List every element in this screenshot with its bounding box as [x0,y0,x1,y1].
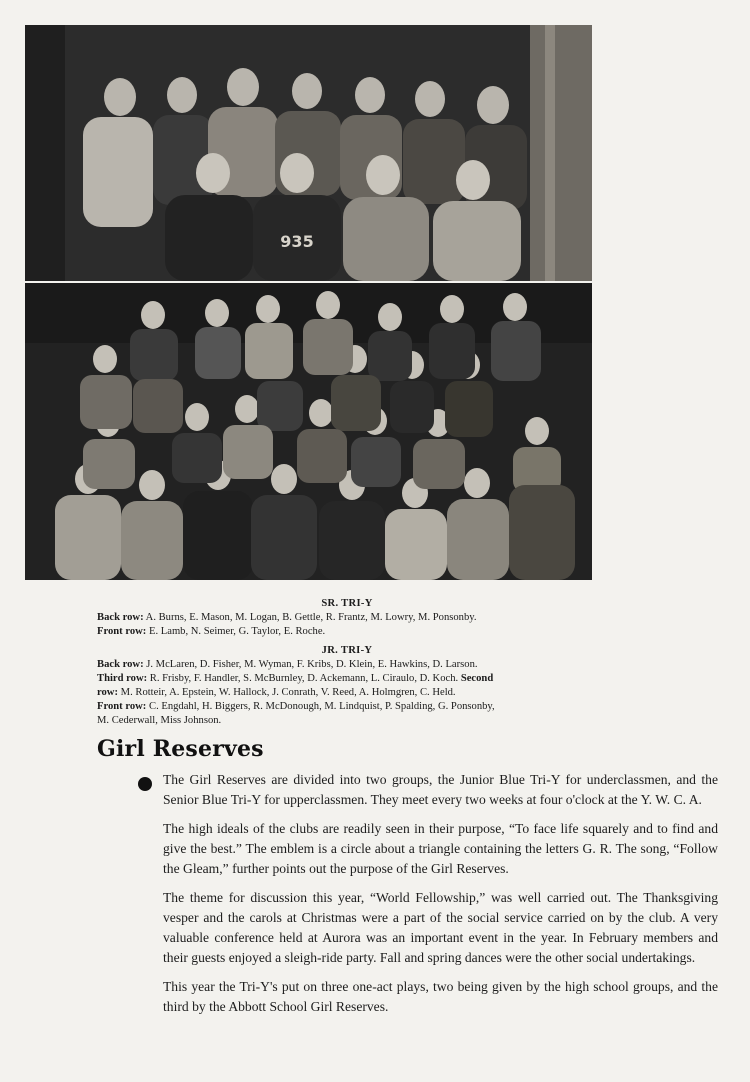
jr-tri-y-title: JR. TRI-Y [321,645,373,656]
sr-front-row [97,625,597,639]
jr-tri-y-group-photo [25,283,592,580]
jr-photo-drawing [25,283,592,580]
jr-front-row [97,700,597,714]
jr-front-row-names-a: C. Engdahl, H. Biggers, R. McDonough, M. Lindquist, P. Spalding, G. Ponsonby, [149,701,495,712]
section-heading: Girl Reserves [97,736,264,762]
paragraph-1: The Girl Reserves are divided into two groups, the Junior Blue Tri-Y for underclassmen, and the Senior Blue Tri-Y for upperclassmen. They meet every two weeks at four o'clock at the Y. W. C. A. [163,772,718,807]
jr-front-row-label: Front row: [97,701,147,712]
jr-second-row-names: M. Rotteir, A. Epstein, W. Hallock, J. Conrath, V. Reed, A. Holmgren, C. Held. [120,687,456,698]
sr-tri-y-group-photo [25,25,592,281]
sr-back-row-names: A. Burns, E. Mason, M. Logan, B. Gettle, R. Frantz, M. Lowry, M. Ponsonby. [145,612,477,623]
jr-front-row-cont [97,714,597,728]
jr-back-row-label: Back row: [97,659,144,670]
sr-back-row-label: Back row: [97,612,144,623]
sr-tri-y-title: SR. TRI-Y [321,598,373,609]
sr-front-row-label: Front row: [97,626,147,637]
jr-back-row [97,658,597,672]
bullet-icon [138,777,152,791]
jr-second-row-label: Second [460,673,494,684]
jr-third-row-names: R. Frisby, F. Handler, S. McBurnley, D. Ackemann, L. Ciraulo, D. Koch. [149,673,459,684]
jr-front-row-names-b: M. Cederwall, Miss Johnson. [97,715,222,726]
sr-front-row-names: E. Lamb, N. Seimer, G. Taylor, E. Roche. [149,626,326,637]
paragraph-2: The high ideals of the clubs are readily seen in their purpose, “To face life squarely and to find and give the best.” The emblem is a circle about a triangle containing the letters G. R. The song, “Follow the Gleam,” further points out the purpose of the Girl Reserves. [163,821,718,876]
jr-third-row [97,672,597,686]
jersey-number: 935 [280,232,314,251]
jr-second-row [97,686,597,700]
jr-third-row-label: Third row: [97,673,148,684]
jr-back-row-names: J. McLaren, D. Fisher, M. Wyman, F. Kribs, D. Klein, E. Hawkins, D. Larson. [146,659,478,670]
paragraph-4: This year the Tri-Y's put on three one-act plays, two being given by the high school groups, and the third by the Abbott School Girl Reserves. [163,979,718,1014]
article-body [163,770,718,1026]
sr-photo-drawing [25,25,592,281]
jr-second-row-label-2: row: [97,687,118,698]
sr-back-row [97,611,597,625]
photo-captions [97,597,597,728]
paragraph-3: The theme for discussion this year, “World Fellowship,” was well carried out. The Thanksgiving vesper and the carols at Christmas were a part of the social service carried on by the club. A very valuable conference held at Aurora was an important event in the year. In February members and their guests enjoyed a sleigh-ride party. Fall and spring dances were the other social undertakings. [163,890,718,965]
